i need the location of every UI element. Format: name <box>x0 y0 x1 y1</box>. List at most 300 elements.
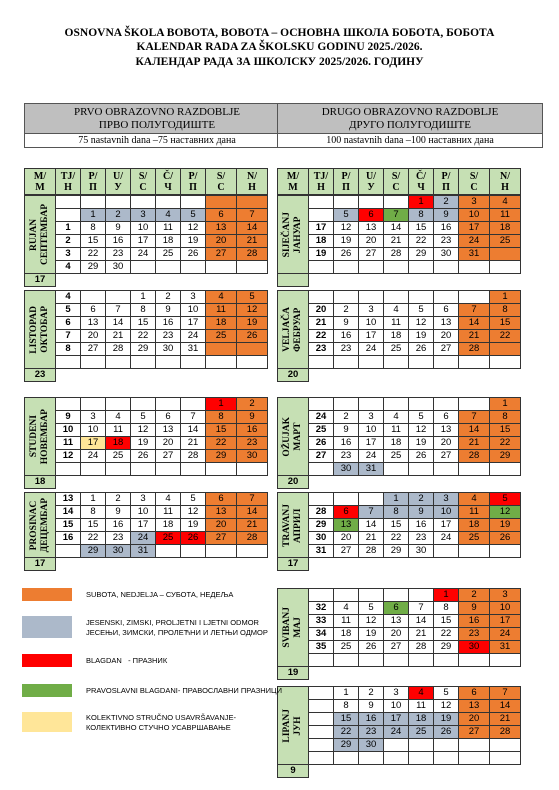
calendar-title-latin: KALENDAR RADA ZA ŠKOLSKU GODINU 2025./2026. <box>136 41 423 53</box>
month-label <box>278 493 309 558</box>
day-cell <box>334 291 359 304</box>
day-cell <box>409 261 434 274</box>
day-cell: 29 <box>81 545 106 558</box>
week-row <box>278 545 521 558</box>
day-cell: 22 <box>490 330 521 343</box>
spacer-cell <box>359 369 384 382</box>
week-row <box>278 317 521 330</box>
week-number <box>309 196 334 209</box>
day-cell: 28 <box>409 641 434 654</box>
day-cell <box>81 291 106 304</box>
day-cell <box>156 261 181 274</box>
day-cell: 12 <box>434 700 459 713</box>
month-name-cyrillic: МАРТ <box>293 422 303 451</box>
spacer-cell <box>131 369 156 382</box>
day-cell <box>81 463 106 476</box>
day-cell: 25 <box>459 532 490 545</box>
day-cell: 14 <box>359 519 384 532</box>
day-cell <box>156 356 181 369</box>
day-cell: 25 <box>206 330 237 343</box>
week-row <box>25 424 268 437</box>
day-cell <box>106 463 131 476</box>
day-cell: 11 <box>156 506 181 519</box>
week-number <box>309 654 334 667</box>
day-cell: 2 <box>359 687 384 700</box>
day-cell: 12 <box>334 222 359 235</box>
day-cell: 28 <box>459 450 490 463</box>
day-cell: 1 <box>490 398 521 411</box>
spacer-cell <box>359 274 384 287</box>
day-cell: 16 <box>156 317 181 330</box>
day-cell: 8 <box>334 700 359 713</box>
day-cell: 24 <box>434 532 459 545</box>
week-row <box>25 545 268 558</box>
week-row <box>278 304 521 317</box>
week-row <box>278 493 521 506</box>
day-cell: 11 <box>459 506 490 519</box>
spacer-cell <box>206 476 237 489</box>
spacer-cell <box>434 667 459 680</box>
day-cell <box>81 398 106 411</box>
week-row <box>278 700 521 713</box>
day-cell <box>490 343 521 356</box>
day-cell: 26 <box>334 248 359 261</box>
day-cell: 6 <box>206 493 237 506</box>
week-row <box>25 317 268 330</box>
spacer-cell <box>334 274 359 287</box>
week-number: 5 <box>56 304 81 317</box>
day-cell <box>181 261 206 274</box>
spacer-cell <box>459 476 490 489</box>
day-cell <box>490 739 521 752</box>
day-cell: 15 <box>409 222 434 235</box>
day-cell: 7 <box>459 304 490 317</box>
day-cell: 24 <box>490 628 521 641</box>
day-cell <box>359 493 384 506</box>
day-cell: 17 <box>359 437 384 450</box>
day-cell <box>359 398 384 411</box>
month-name-latin: SIJEČANJ <box>282 211 292 258</box>
day-cell: 3 <box>434 493 459 506</box>
day-cell: 5 <box>237 291 268 304</box>
day-cell: 15 <box>81 235 106 248</box>
day-cell <box>409 291 434 304</box>
week-number: 35 <box>309 641 334 654</box>
month-name-cyrillic: ДЕЦЕМБАР <box>40 497 50 553</box>
day-cell: 1 <box>334 687 359 700</box>
day-cell: 1 <box>81 209 106 222</box>
day-cell: 7 <box>459 411 490 424</box>
day-cell: 15 <box>81 519 106 532</box>
day-cell: 6 <box>334 506 359 519</box>
week-number: 21 <box>309 317 334 330</box>
spacer-cell <box>56 274 81 287</box>
day-cell: 25 <box>156 248 181 261</box>
day-cell: 26 <box>434 726 459 739</box>
day-cell <box>106 196 131 209</box>
spacer-cell <box>384 476 409 489</box>
week-row <box>25 235 268 248</box>
day-cell: 29 <box>434 641 459 654</box>
spacer-cell <box>459 274 490 287</box>
day-cell: 9 <box>409 506 434 519</box>
day-cell: 27 <box>459 726 490 739</box>
day-cell: 27 <box>334 545 359 558</box>
day-cell: 2 <box>334 304 359 317</box>
month-name-latin: LIPANJ <box>282 708 292 743</box>
day-cell: 6 <box>156 411 181 424</box>
month-name-cyrillic: ЈУН <box>293 715 303 736</box>
day-cell: 15 <box>206 424 237 437</box>
week-row <box>278 411 521 424</box>
day-cell: 12 <box>409 317 434 330</box>
day-cell <box>334 196 359 209</box>
day-cell <box>156 463 181 476</box>
day-cell: 20 <box>206 235 237 248</box>
day-cell: 26 <box>181 248 206 261</box>
weekday-header-cell: S/ С <box>206 169 237 195</box>
weekday-header-cell: Č/ Ч <box>409 169 434 195</box>
day-cell: 1 <box>434 589 459 602</box>
day-cell: 11 <box>384 424 409 437</box>
week-number: 13 <box>56 493 81 506</box>
week-number: 18 <box>309 235 334 248</box>
spacer-cell <box>206 558 237 571</box>
day-cell: 25 <box>156 532 181 545</box>
day-cell <box>409 356 434 369</box>
week-row <box>25 356 268 369</box>
day-cell: 11 <box>156 222 181 235</box>
day-cell: 21 <box>181 437 206 450</box>
day-cell <box>490 752 521 765</box>
week-number: 20 <box>309 304 334 317</box>
weekday-header-cell: S/ С <box>131 169 156 195</box>
day-cell: 29 <box>490 450 521 463</box>
semester-2-name-cyrillic: ДРУГО ПОЛУГОДИШТЕ <box>349 118 471 131</box>
day-cell <box>237 261 268 274</box>
day-cell: 8 <box>206 411 237 424</box>
week-number: 27 <box>309 450 334 463</box>
day-cell: 13 <box>81 317 106 330</box>
day-cell: 30 <box>459 641 490 654</box>
day-cell: 24 <box>81 450 106 463</box>
day-cell: 13 <box>359 222 384 235</box>
day-cell <box>206 343 237 356</box>
week-number: 14 <box>56 506 81 519</box>
day-cell: 28 <box>490 726 521 739</box>
week-row <box>25 261 268 274</box>
day-cell: 17 <box>131 235 156 248</box>
day-cell <box>359 654 384 667</box>
day-cell <box>409 463 434 476</box>
day-cell: 14 <box>459 424 490 437</box>
week-row <box>278 519 521 532</box>
day-cell: 27 <box>434 450 459 463</box>
week-number <box>309 356 334 369</box>
day-cell: 2 <box>156 291 181 304</box>
day-cell <box>384 752 409 765</box>
day-cell: 8 <box>409 209 434 222</box>
week-number: 9 <box>56 411 81 424</box>
day-cell: 24 <box>359 450 384 463</box>
spacer-cell <box>334 558 359 571</box>
day-cell: 4 <box>384 304 409 317</box>
day-cell: 12 <box>181 222 206 235</box>
spacer-cell <box>237 558 268 571</box>
day-cell <box>106 356 131 369</box>
month-total: 20 <box>278 369 309 382</box>
spacer-cell <box>459 558 490 571</box>
day-cell <box>334 752 359 765</box>
week-number <box>309 209 334 222</box>
day-cell: 11 <box>409 700 434 713</box>
legend <box>22 588 312 738</box>
day-cell <box>237 343 268 356</box>
week-number: 12 <box>56 450 81 463</box>
day-cell <box>434 463 459 476</box>
month-total: 17 <box>25 274 56 287</box>
day-cell: 5 <box>359 602 384 615</box>
month-total: 20 <box>278 476 309 489</box>
day-cell: 18 <box>384 437 409 450</box>
day-cell: 4 <box>409 687 434 700</box>
week-number: 26 <box>309 437 334 450</box>
day-cell <box>434 356 459 369</box>
day-cell: 5 <box>334 209 359 222</box>
day-cell <box>334 356 359 369</box>
day-cell: 2 <box>237 398 268 411</box>
day-cell <box>490 248 521 261</box>
right-weekday-header <box>277 168 521 195</box>
day-cell <box>409 752 434 765</box>
day-cell: 2 <box>106 493 131 506</box>
day-cell <box>434 545 459 558</box>
spacer-cell <box>156 558 181 571</box>
day-cell: 15 <box>490 317 521 330</box>
month-label <box>25 398 56 476</box>
day-cell: 17 <box>490 615 521 628</box>
day-cell: 13 <box>156 424 181 437</box>
day-cell: 8 <box>131 304 156 317</box>
month-rujan <box>24 195 268 287</box>
week-number: 10 <box>56 424 81 437</box>
day-cell: 13 <box>434 317 459 330</box>
day-cell: 20 <box>434 330 459 343</box>
week-row <box>278 248 521 261</box>
month-label <box>278 398 309 476</box>
day-cell <box>334 654 359 667</box>
day-cell: 24 <box>181 330 206 343</box>
week-number: 7 <box>56 330 81 343</box>
week-row <box>278 356 521 369</box>
day-cell: 9 <box>334 424 359 437</box>
day-cell: 6 <box>384 602 409 615</box>
day-cell <box>384 463 409 476</box>
spacer-cell <box>309 667 334 680</box>
semester-2-name-latin: DRUGO OBRAZOVNO RAZDOBLJE <box>321 106 499 118</box>
semester-1-header <box>24 103 290 148</box>
day-cell: 5 <box>490 493 521 506</box>
weekday-header-cell: P/ П <box>334 169 359 195</box>
month-label <box>25 196 56 274</box>
month-studeni <box>24 397 268 489</box>
spacer-cell <box>434 274 459 287</box>
month-ožujak <box>277 397 521 489</box>
day-cell <box>359 589 384 602</box>
day-cell: 20 <box>459 713 490 726</box>
day-cell: 9 <box>237 411 268 424</box>
day-cell: 19 <box>409 437 434 450</box>
spacer-cell <box>131 274 156 287</box>
month-name-cyrillic: СЕПТЕМБАР <box>40 203 50 266</box>
day-cell: 17 <box>81 437 106 450</box>
week-row <box>278 752 521 765</box>
day-cell <box>384 739 409 752</box>
day-cell: 5 <box>181 493 206 506</box>
weekday-header-cell: P/ П <box>81 169 106 195</box>
month-name-latin: OŽUJAK <box>282 416 292 457</box>
school-title: OSNOVNA ŠKOLA BOBOTA, BOBOTA – ОСНОВНА ШКОЛА БОБОТА, БОБОТА <box>64 27 495 39</box>
day-cell: 20 <box>384 628 409 641</box>
week-number: 24 <box>309 411 334 424</box>
day-cell <box>359 356 384 369</box>
day-cell: 28 <box>237 532 268 545</box>
week-row <box>25 411 268 424</box>
day-cell: 12 <box>409 424 434 437</box>
day-cell <box>131 196 156 209</box>
spacer-cell <box>384 558 409 571</box>
day-cell: 10 <box>131 222 156 235</box>
day-cell <box>490 463 521 476</box>
day-cell: 29 <box>206 450 237 463</box>
spacer-cell <box>181 476 206 489</box>
day-cell: 24 <box>459 235 490 248</box>
day-cell: 14 <box>237 506 268 519</box>
week-number: 3 <box>56 248 81 261</box>
week-row <box>278 235 521 248</box>
left-weekday-header <box>24 168 268 195</box>
day-cell: 24 <box>359 343 384 356</box>
week-row <box>25 196 268 209</box>
weekday-header-cell: U/ У <box>359 169 384 195</box>
day-cell <box>490 545 521 558</box>
spacer-cell <box>409 476 434 489</box>
day-cell: 21 <box>459 330 490 343</box>
day-cell: 8 <box>490 304 521 317</box>
day-cell <box>237 356 268 369</box>
day-cell: 19 <box>490 519 521 532</box>
week-row <box>25 398 268 411</box>
day-cell: 29 <box>409 248 434 261</box>
day-cell <box>237 463 268 476</box>
day-cell: 23 <box>334 450 359 463</box>
week-number: 30 <box>309 532 334 545</box>
month-siječanj <box>277 195 521 287</box>
day-cell: 13 <box>206 506 237 519</box>
spacer-cell <box>434 476 459 489</box>
legend-text: SUBOTA, NEDJELJA – СУБОТА, НЕДЕЉА <box>86 590 234 599</box>
week-number <box>309 739 334 752</box>
week-row <box>278 713 521 726</box>
day-cell <box>131 463 156 476</box>
week-row <box>25 291 268 304</box>
week-number <box>56 356 81 369</box>
day-cell: 23 <box>434 235 459 248</box>
day-cell: 10 <box>181 304 206 317</box>
day-cell: 1 <box>131 291 156 304</box>
month-name-cyrillic: АПРИЛ <box>293 507 303 543</box>
week-row <box>278 209 521 222</box>
day-cell: 28 <box>459 343 490 356</box>
weekday-header-cell: N/ Н <box>237 169 268 195</box>
day-cell: 4 <box>459 493 490 506</box>
day-cell <box>334 493 359 506</box>
day-cell: 25 <box>106 450 131 463</box>
day-cell: 31 <box>181 343 206 356</box>
day-cell: 24 <box>131 248 156 261</box>
day-cell: 10 <box>459 209 490 222</box>
week-row <box>278 330 521 343</box>
spacer-cell <box>334 765 359 778</box>
spacer-cell <box>56 558 81 571</box>
day-cell: 11 <box>334 615 359 628</box>
week-row <box>278 506 521 519</box>
day-cell: 30 <box>237 450 268 463</box>
week-row <box>25 330 268 343</box>
spacer-cell <box>434 765 459 778</box>
day-cell <box>81 356 106 369</box>
week-row <box>278 628 521 641</box>
day-cell: 9 <box>359 700 384 713</box>
day-cell: 22 <box>384 532 409 545</box>
week-number: 32 <box>309 602 334 615</box>
day-cell: 4 <box>106 411 131 424</box>
spacer-cell <box>434 558 459 571</box>
day-cell <box>384 291 409 304</box>
spacer-cell <box>409 667 434 680</box>
day-cell: 17 <box>131 519 156 532</box>
day-cell: 25 <box>409 726 434 739</box>
day-cell: 19 <box>237 317 268 330</box>
day-cell: 5 <box>434 687 459 700</box>
day-cell: 19 <box>181 235 206 248</box>
week-number <box>309 463 334 476</box>
week-row <box>25 209 268 222</box>
legend-swatch <box>22 588 72 601</box>
legend-swatch <box>22 654 72 667</box>
day-cell <box>409 739 434 752</box>
legend-text: BLAGDAN - ПРАЗНИК <box>86 656 168 665</box>
spacer-cell <box>490 667 521 680</box>
week-row <box>278 450 521 463</box>
day-cell: 24 <box>384 726 409 739</box>
month-name-latin: TRAVANJ <box>282 503 292 547</box>
day-cell <box>334 398 359 411</box>
day-cell: 27 <box>359 248 384 261</box>
spacer-cell <box>490 369 521 382</box>
month-total: 17 <box>278 558 309 571</box>
day-cell: 16 <box>106 519 131 532</box>
day-cell: 23 <box>106 248 131 261</box>
week-number: 6 <box>56 317 81 330</box>
day-cell: 23 <box>237 437 268 450</box>
day-cell: 12 <box>490 506 521 519</box>
week-number: 16 <box>56 532 81 545</box>
month-travanj <box>277 492 521 571</box>
day-cell: 22 <box>81 532 106 545</box>
day-cell: 7 <box>106 304 131 317</box>
week-number: 8 <box>56 343 81 356</box>
